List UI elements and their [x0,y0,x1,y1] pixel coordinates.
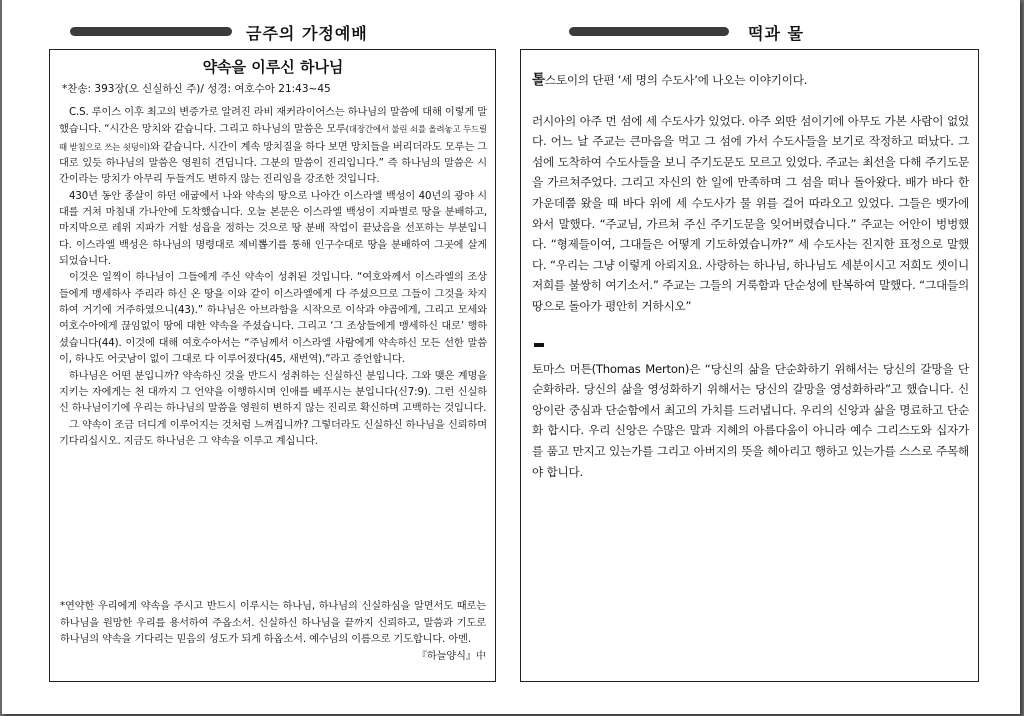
hymn-scripture-line: *찬송: 393장(오 신실하신 주)/ 성경: 여호수아 21:43~45 [62,83,331,95]
sermon-p1-text-b: 와 같습니다. 시간이 계속 망치질을 하다 보면 망치들을 버리더라도 모루는 그대로 있듯 하나님의 말씀은 영원히 견딥니다. 그분의 말씀이 진리입니다.” 즉 하나님의 말씀은 시간이라는 망치가 아무리 두들겨도 변하지 않는 진리임을 강조한 것입니다. [59,141,487,186]
sermon-p1-text-a: C.S. 루이스 이후 최고의 변증가로 알려진 라비 재커라이어스는 하나님의 말씀에 대해 이렇게 말했습니다. “시간은 망치와 같습니다. 그리고 하나님의 말씀은 모루 [59,107,487,136]
sermon-content [59,56,487,450]
sermon-paragraph-5: 그 약속이 조금 더디게 이루어지는 것처럼 느껴집니까? 그렇더라도 신실하신 하나님을 신뢰하며 기다리십시오. 지금도 하나님은 그 약속을 이루고 계십니다. [59,419,487,447]
sermon-title: 약속을 이루신 하나님 [202,58,344,76]
story-intro [532,70,969,91]
story-intro-text: 스토이의 단편 ‘세 명의 수도사’에 나오는 이야기이다. [544,73,808,87]
closing-prayer [60,599,486,665]
sermon-box [49,49,496,682]
sermon-paragraph-2: 430년 동안 종살이 하던 애굽에서 나와 약속의 땅으로 나아간 이스라엘 백성이 40년의 광야 시대를 거쳐 마침내 가나안에 도착했습니다. 오늘 본문은 이스라엘 백성이 지파별로 땅을 분배하고, 마지막으로 레위 지파가 거할 성읍을 정하는 것으로 땅 분배 작업이 끝났음을 선포하는 부분입니다. 이스라엘 백성은 하나님의 명령대로 제비뽑기를 통해 인구수대로 땅을 분배하여 그곳에 살게 되었습니다. [59,190,487,268]
left-header-title: 금주의 가정예배 [246,24,368,43]
story-box [520,49,979,682]
sermon-paragraph-4: 하나님은 어떤 분입니까? 약속하신 것을 반드시 성취하는 신실하신 분입니다. 그와 맺은 계명을 지키는 자에게는 천 대까지 그 언약을 이행하시며 인애를 베푸시는 분입니다(신7:9). 그런 신실하신 하나님이기에 우리는 하나님의 말씀을 영원히 변하지 않는 진리로 확신하며 고백하는 것입니다. [59,370,487,415]
sermon-body [59,105,487,450]
sermon-p1-note: (대장간에서 불린 쇠를 올려놓고 두드릴 때 받침으로 쓰는 쇳덩이) [59,124,487,152]
prayer-text: *연약한 우리에게 약속을 주시고 반드시 이루시는 하나님, 하나님의 신실하심을 알면서도 때로는 하나님을 원망한 우리를 용서하여 주옵소서. 신실하신 하나님을 끝까지 신뢰하고, 말씀과 기도로 하나님의 약속을 기다리는 믿음의 성도가 되게 하옵소서. 예수님의 이름으로 기도합니다. 아멘. [60,601,486,645]
right-header-bar [569,27,729,36]
sermon-paragraph-1 [59,105,487,189]
story-content [532,70,969,482]
story-dropcap: 톨 [532,72,545,88]
story-paragraph-2: 토마스 머튼(Thomas Merton)은 “당신의 삶을 단순화하기 위해서는 당신의 갈망을 단순화하라. 당신의 삶을 영성화하기 위해서는 당신의 갈망을 영성화하라”고 했습니다. 신앙이란 중심과 단순함에서 최고의 가치를 드러냅니다. 우리의 신앙과 삶을 명료하고 단순화 합시다. 우리 신앙은 수많은 말과 지혜의 아름다움이 아니라 예수 그리스도와 십자가를 품고 만지고 있는가를 그리고 아버지의 뜻을 헤아리고 행하고 있는가를 스스로 주목해야 합니다. [532,361,969,479]
right-header-title: 떡과 물 [748,24,804,43]
prayer-source: 『하늘양식』中 [416,650,486,662]
bulletin-page [2,0,1020,714]
section-separator [534,343,544,347]
left-header-bar [70,27,232,36]
sermon-paragraph-3: 이것은 일찍이 하나님이 그들에게 주신 약속이 성취된 것입니다. “여호와께서 이스라엘의 조상들에게 맹세하사 주리라 하신 온 땅을 이와 같이 이스라엘에게 다 주셨으므로 그들이 그것을 차지하여 거기에 거주하였으니(43).” 하나님은 아브라함을 시작으로 이삭과 야곱에게, 그리고 모세와 여호수아에게 끊임없이 땅에 대한 약속을 주셨습니다. 그리고 ‘그 조상들에게 맹세하신 대로’ 행하셨습니다(44). 이것에 대해 여호수아서는 “주님께서 이스라엘 사람에게 약속하신 모든 선한 말씀이, 하나도 어긋남이 없이 그대로 다 이루어졌다(45, 새번역).”라고 증언합니다. [59,272,487,366]
story-paragraph-1: 러시아의 아주 먼 섬에 세 수도사가 있었다. 아주 외딴 섬이기에 아무도 가본 사람이 없었다. 어느 날 주교는 큰마음을 먹고 그 섬에 가서 수도사들을 보기로 작정하고 떠났다. 그 섬에 도착하여 수도사들을 보니 주기도문도 모르고 있었다. 주교는 최선을 다해 주기도문을 가르쳐주었다. 그리고 자신의 한 일에 만족하며 그 섬을 떠나 돌아왔다. 배가 바다 한 가운데쯤 왔을 때 바다 위에 세 수도사가 물 위를 걸어 따라오고 있었다. 그들은 뱃가에 와서 말했다. “주교님, 가르쳐 주신 주기도문을 잊어버렸습니다.” 주교는 어안이 벙벙했다. “형제들이여, 그대들은 어떻게 기도하였습니까?” 세 수도사는 진지한 표정으로 말했다. “우리는 그냥 이렇게 아뢰지요. 사랑하는 하나님, 하나님도 세분이시고 저희도 셋이니 저희를 불쌍히 여기소서.” 주교는 그들의 거룩함과 단순성에 탄복하여 말했다. “그대들의 땅으로 돌아가 평안히 거하시오” [532,113,969,313]
